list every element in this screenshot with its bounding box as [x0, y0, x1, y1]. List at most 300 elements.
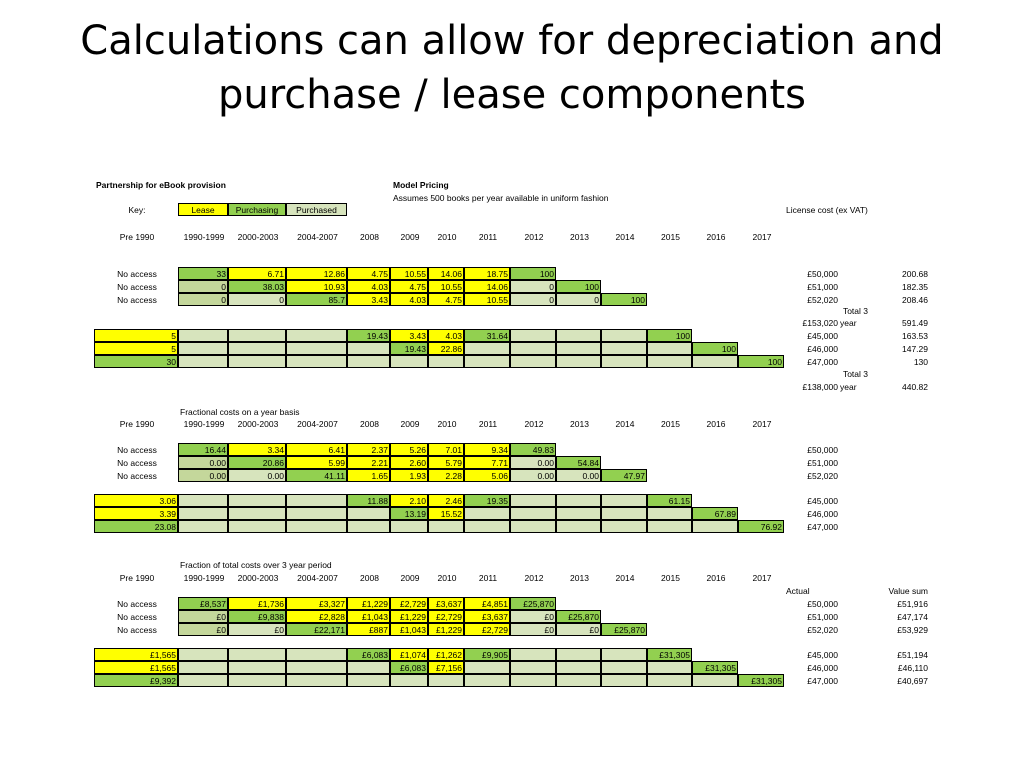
row-total: £53,929 — [897, 625, 928, 635]
data-cell: 31.64 — [464, 329, 510, 342]
data-cell: 13.19 — [390, 507, 428, 520]
data-cell: 100 — [601, 293, 647, 306]
data-cell: 10.55 — [464, 293, 510, 306]
total-relative-header — [884, 243, 944, 269]
data-cell — [556, 661, 601, 674]
data-cell: £1,565 — [94, 661, 178, 674]
data-cell — [390, 674, 428, 687]
data-cell — [739, 611, 785, 624]
data-cell — [556, 494, 601, 507]
data-cell — [556, 507, 601, 520]
key-purchasing: Purchasing — [228, 203, 286, 216]
data-cell: 0 — [178, 293, 228, 306]
data-cell: £3,327 — [286, 597, 347, 610]
license-cost: £52,020 — [807, 295, 838, 305]
data-cell: 67.89 — [692, 507, 738, 520]
data-cell — [428, 355, 464, 368]
data-cell — [228, 520, 286, 533]
data-cell — [510, 661, 556, 674]
year-header: 2004-2007 — [297, 573, 338, 583]
row-total: 200.68 — [902, 269, 928, 279]
data-cell — [739, 444, 785, 457]
data-cell: 33 — [178, 267, 228, 280]
data-cell: 0.00 — [178, 469, 228, 482]
data-cell: 5.79 — [428, 456, 464, 469]
row-label: No access — [117, 471, 157, 481]
data-cell — [739, 624, 785, 637]
data-cell — [464, 520, 510, 533]
data-cell — [601, 329, 647, 342]
data-cell: £0 — [556, 623, 601, 636]
slide-title: Calculations can allow for depreciation and purchase / lease components — [80, 18, 944, 118]
data-cell: £0 — [178, 623, 228, 636]
data-cell: £25,870 — [556, 610, 601, 623]
year-header: 2014 — [615, 573, 635, 583]
data-cell — [510, 494, 556, 507]
data-cell — [286, 648, 347, 661]
data-cell — [601, 520, 647, 533]
data-cell: £1,043 — [347, 610, 390, 623]
data-cell — [464, 661, 510, 674]
data-cell: 4.75 — [390, 280, 428, 293]
row-total: 163.53 — [902, 331, 928, 341]
data-cell: 6.71 — [228, 267, 286, 280]
data-cell: £1,043 — [390, 623, 428, 636]
data-cell: 0.00 — [510, 469, 556, 482]
year-header: 2017 — [752, 232, 772, 242]
row-total: 182.35 — [902, 282, 928, 292]
data-cell — [648, 457, 693, 470]
data-cell: £3,637 — [464, 610, 510, 623]
data-cell: 0 — [556, 293, 601, 306]
data-cell: 3.34 — [228, 443, 286, 456]
data-cell: 49.83 — [510, 443, 556, 456]
year-header: 2015 — [661, 232, 680, 242]
year-header: 2014 — [615, 232, 635, 242]
data-cell: £9,905 — [464, 648, 510, 661]
data-cell — [601, 342, 647, 355]
data-cell: £2,729 — [390, 597, 428, 610]
data-cell — [286, 674, 347, 687]
data-cell — [601, 355, 647, 368]
data-cell: 16.44 — [178, 443, 228, 456]
data-cell: 38.03 — [228, 280, 286, 293]
data-cell — [601, 648, 647, 661]
data-cell — [178, 355, 228, 368]
data-cell — [464, 355, 510, 368]
data-cell: 47.97 — [601, 469, 647, 482]
license-cost: £47,000 — [807, 676, 838, 686]
data-cell: 2.37 — [347, 443, 390, 456]
data-cell — [556, 342, 601, 355]
data-cell — [464, 674, 510, 687]
data-cell: 2.28 — [428, 469, 464, 482]
year-header: 2009 — [400, 573, 420, 583]
year-header: 2013 — [570, 573, 589, 583]
data-cell: 100 — [510, 267, 556, 280]
data-cell — [286, 661, 347, 674]
section-caption: Fractional costs on a year basis — [180, 407, 300, 417]
data-cell — [178, 661, 228, 674]
year-header: 2008 — [360, 419, 379, 429]
license-cost: £45,000 — [807, 650, 838, 660]
data-cell — [428, 520, 464, 533]
data-cell: £31,305 — [738, 674, 784, 687]
data-cell — [602, 444, 648, 457]
row-label: No access — [117, 458, 157, 468]
data-cell: 7.01 — [428, 443, 464, 456]
data-cell — [647, 507, 692, 520]
year-header: 2011 — [478, 573, 498, 583]
data-cell — [648, 624, 693, 637]
year-header: 2000-2003 — [237, 232, 279, 242]
key-purchased: Purchased — [286, 203, 347, 216]
year-header: 2013 — [570, 419, 589, 429]
data-cell: 14.06 — [428, 267, 464, 280]
year-header: 2011 — [478, 419, 498, 429]
year-header: 2010 — [437, 232, 457, 242]
year-header: 2010 — [437, 573, 457, 583]
data-cell: 85.7 — [286, 293, 347, 306]
data-cell — [347, 507, 390, 520]
total-value: 440.82 — [902, 382, 928, 392]
data-cell: 100 — [738, 355, 784, 368]
data-cell — [647, 674, 692, 687]
year-header: 1990-1999 — [183, 573, 225, 583]
data-cell: 4.03 — [347, 280, 390, 293]
row-label: No access — [117, 445, 157, 455]
data-cell — [510, 674, 556, 687]
license-cost: £52,020 — [807, 625, 838, 635]
data-cell — [178, 674, 228, 687]
data-cell: 76.92 — [738, 520, 784, 533]
data-cell: 18.75 — [464, 267, 510, 280]
data-cell — [286, 342, 347, 355]
license-cost: £50,000 — [807, 445, 838, 455]
row-label: No access — [117, 625, 157, 635]
data-cell — [739, 294, 785, 307]
data-cell — [286, 494, 347, 507]
row-total: 130 — [913, 357, 928, 367]
data-cell: 14.06 — [464, 280, 510, 293]
year-header: 2011 — [478, 232, 498, 242]
data-cell: 2.46 — [428, 494, 464, 507]
row-total: 147.29 — [902, 344, 928, 354]
data-cell: £2,828 — [286, 610, 347, 623]
data-cell — [556, 355, 601, 368]
data-cell — [228, 329, 286, 342]
data-cell: 9.34 — [464, 443, 510, 456]
data-cell: £1,736 — [228, 597, 286, 610]
data-cell — [347, 342, 390, 355]
data-cell — [692, 674, 738, 687]
data-cell — [739, 470, 785, 483]
data-cell — [739, 598, 785, 611]
data-cell: 7.71 — [464, 456, 510, 469]
data-cell: 100 — [692, 342, 738, 355]
license-cost: £45,000 — [807, 496, 838, 506]
assumption-note: Assumes 500 books per year available in uniform fashion — [393, 193, 609, 203]
data-cell — [692, 355, 738, 368]
year-header: 2012 — [524, 419, 544, 429]
data-cell: 0.00 — [178, 456, 228, 469]
data-cell: £1,565 — [94, 648, 178, 661]
license-cost: £46,000 — [807, 663, 838, 673]
data-cell — [647, 520, 692, 533]
year-header: 2017 — [752, 419, 772, 429]
year-header: 2016 — [706, 232, 726, 242]
data-cell — [693, 624, 739, 637]
data-cell — [347, 355, 390, 368]
data-cell: £1,229 — [390, 610, 428, 623]
data-cell — [556, 329, 601, 342]
data-cell — [510, 648, 556, 661]
total3-label: Total 3 — [842, 306, 868, 316]
row-total: £51,194 — [897, 650, 928, 660]
data-cell: 4.03 — [390, 293, 428, 306]
data-cell: £1,262 — [428, 648, 464, 661]
data-cell — [228, 661, 286, 674]
data-cell: 4.03 — [428, 329, 464, 342]
data-cell — [602, 268, 648, 281]
data-cell: £0 — [178, 610, 228, 623]
data-cell — [178, 507, 228, 520]
data-cell — [286, 520, 347, 533]
year-header: 2016 — [706, 419, 726, 429]
data-cell — [390, 520, 428, 533]
data-cell: 12.86 — [286, 267, 347, 280]
data-cell — [347, 520, 390, 533]
year-header: 2014 — [615, 419, 635, 429]
year-header: 1990-1999 — [183, 419, 225, 429]
data-cell: 4.75 — [347, 267, 390, 280]
data-cell: £887 — [347, 623, 390, 636]
data-cell — [286, 329, 347, 342]
key-lease: Lease — [178, 203, 228, 216]
data-cell: 5.26 — [390, 443, 428, 456]
year-header: 2008 — [360, 573, 379, 583]
data-cell: 1.65 — [347, 469, 390, 482]
data-cell: 2.10 — [390, 494, 428, 507]
year-header: 2015 — [661, 573, 680, 583]
data-cell: 1.93 — [390, 469, 428, 482]
license-cost: £47,000 — [807, 522, 838, 532]
row-total: £47,174 — [897, 612, 928, 622]
year-header: Pre 1990 — [119, 232, 155, 242]
data-cell — [178, 520, 228, 533]
data-cell — [601, 507, 647, 520]
data-cell — [556, 520, 601, 533]
data-cell: £25,870 — [510, 597, 556, 610]
data-cell: 3.43 — [390, 329, 428, 342]
data-cell: £25,870 — [601, 623, 647, 636]
data-cell: 0 — [178, 280, 228, 293]
data-cell — [228, 674, 286, 687]
data-cell: £6,083 — [390, 661, 428, 674]
data-cell: 0.00 — [228, 469, 286, 482]
data-cell — [510, 329, 556, 342]
data-cell — [647, 355, 692, 368]
data-cell: 11.88 — [347, 494, 390, 507]
data-cell — [510, 342, 556, 355]
partnership-title: Partnership for eBook provision — [96, 180, 226, 190]
data-cell: 5 — [94, 342, 178, 355]
data-cell: 3.39 — [94, 507, 178, 520]
data-cell: 15.52 — [428, 507, 464, 520]
data-cell: 0.00 — [510, 456, 556, 469]
total-license: £138,000 — [802, 382, 838, 392]
row-label: No access — [117, 599, 157, 609]
data-cell — [556, 648, 601, 661]
data-cell — [464, 342, 510, 355]
year-header: 2012 — [524, 232, 544, 242]
license-cost: £50,000 — [807, 269, 838, 279]
data-cell: 0 — [228, 293, 286, 306]
data-cell — [647, 342, 692, 355]
data-cell — [347, 674, 390, 687]
data-cell — [739, 649, 785, 662]
data-cell — [739, 268, 785, 281]
data-cell: £0 — [510, 623, 556, 636]
data-cell: £22,171 — [286, 623, 347, 636]
year-label: year — [840, 318, 857, 328]
data-cell — [648, 470, 693, 483]
data-cell — [693, 294, 739, 307]
data-cell: £8,537 — [178, 597, 228, 610]
data-cell: 41.11 — [286, 469, 347, 482]
data-cell: 5.06 — [464, 469, 510, 482]
data-cell — [693, 598, 739, 611]
data-cell: 61.15 — [647, 494, 692, 507]
data-cell — [739, 457, 785, 470]
data-cell — [428, 674, 464, 687]
data-cell — [178, 494, 228, 507]
data-cell: £1,229 — [428, 623, 464, 636]
row-label: No access — [117, 295, 157, 305]
data-cell — [648, 281, 693, 294]
data-cell: 0.00 — [556, 469, 601, 482]
license-cost: £50,000 — [807, 599, 838, 609]
row-total: £51,916 — [897, 599, 928, 609]
data-cell — [648, 611, 693, 624]
data-cell — [601, 661, 647, 674]
data-cell — [347, 661, 390, 674]
year-header: 2016 — [706, 573, 726, 583]
data-cell: 20.86 — [228, 456, 286, 469]
data-cell: 100 — [647, 329, 692, 342]
year-header: 2008 — [360, 232, 379, 242]
data-cell: £0 — [510, 610, 556, 623]
data-cell: 22.86 — [428, 342, 464, 355]
data-cell — [510, 355, 556, 368]
data-cell: £7,156 — [428, 661, 464, 674]
data-cell — [693, 281, 739, 294]
year-header: 2000-2003 — [237, 419, 279, 429]
data-cell: 2.60 — [390, 456, 428, 469]
license-cost: £51,000 — [807, 612, 838, 622]
data-cell: £6,083 — [347, 648, 390, 661]
row-total: £46,110 — [897, 663, 928, 673]
data-cell: £4,851 — [464, 597, 510, 610]
year-label: year — [840, 382, 857, 392]
data-cell: 10.55 — [428, 280, 464, 293]
row-total: 208.46 — [902, 295, 928, 305]
data-cell — [739, 281, 785, 294]
license-cost: £46,000 — [807, 509, 838, 519]
data-cell — [178, 342, 228, 355]
data-cell — [228, 507, 286, 520]
data-cell: 100 — [556, 280, 601, 293]
data-cell: £0 — [228, 623, 286, 636]
license-cost: £51,000 — [807, 458, 838, 468]
data-cell — [228, 355, 286, 368]
row-label: No access — [117, 282, 157, 292]
value-sum-label: Value sum — [888, 586, 928, 596]
total3-label: Total 3 — [842, 369, 868, 379]
key-label: Key: — [128, 205, 146, 215]
data-cell — [510, 507, 556, 520]
data-cell: 5.99 — [286, 456, 347, 469]
data-cell: £9,392 — [94, 674, 178, 687]
data-cell: £1,229 — [347, 597, 390, 610]
year-header: 2012 — [524, 573, 544, 583]
data-cell — [739, 495, 785, 508]
row-label: No access — [117, 269, 157, 279]
license-cost: £47,000 — [807, 357, 838, 367]
data-cell: 3.06 — [94, 494, 178, 507]
year-header: 2013 — [570, 232, 589, 242]
year-header: Pre 1990 — [119, 573, 155, 583]
year-header: 2004-2007 — [297, 232, 338, 242]
data-cell: £1,074 — [390, 648, 428, 661]
year-header: 2000-2003 — [237, 573, 279, 583]
license-cost: £45,000 — [807, 331, 838, 341]
data-cell: 0 — [510, 280, 556, 293]
year-header: Pre 1990 — [119, 419, 155, 429]
data-cell: 54.84 — [556, 456, 601, 469]
data-cell — [602, 598, 648, 611]
license-cost: £46,000 — [807, 344, 838, 354]
data-cell — [228, 342, 286, 355]
data-cell: 19.43 — [347, 329, 390, 342]
data-cell: £2,729 — [428, 610, 464, 623]
data-cell — [390, 355, 428, 368]
data-cell: 30 — [94, 355, 178, 368]
year-header: 2015 — [661, 419, 680, 429]
total-license: £153,020 — [802, 318, 838, 328]
data-cell: £3,637 — [428, 597, 464, 610]
data-cell: 10.55 — [390, 267, 428, 280]
data-cell — [692, 520, 738, 533]
data-cell: £31,305 — [647, 648, 692, 661]
license-cost: £52,020 — [807, 471, 838, 481]
data-cell — [648, 598, 693, 611]
data-cell: 19.43 — [390, 342, 428, 355]
data-cell — [739, 330, 785, 343]
year-header: 2010 — [437, 419, 457, 429]
data-cell: 3.43 — [347, 293, 390, 306]
data-cell: £9,838 — [228, 610, 286, 623]
data-cell: 0 — [510, 293, 556, 306]
total-value: 591.49 — [902, 318, 928, 328]
data-cell: 23.08 — [94, 520, 178, 533]
data-cell: 2.21 — [347, 456, 390, 469]
data-cell: 4.75 — [428, 293, 464, 306]
data-cell — [693, 470, 739, 483]
year-header: 2017 — [752, 573, 772, 583]
license-cost-header: License cost (ex VAT) — [786, 205, 868, 215]
row-total: £40,697 — [897, 676, 928, 686]
